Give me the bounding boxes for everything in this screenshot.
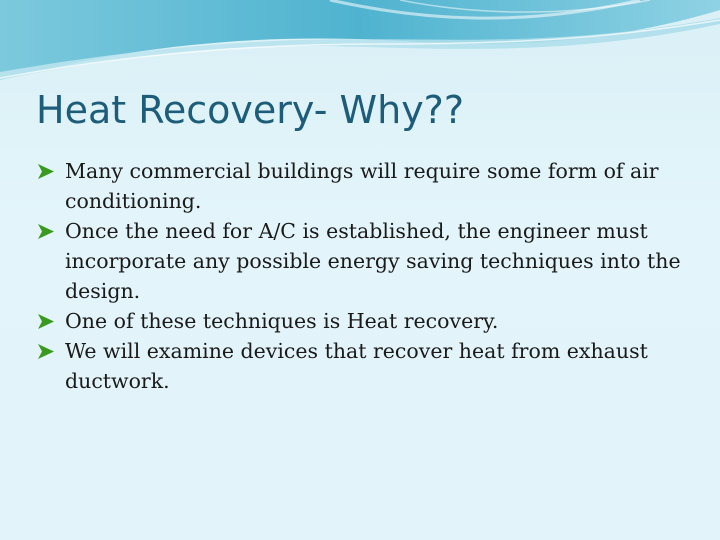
- bullet-item: [36, 336, 686, 396]
- bullet-text: One of these techniques is Heat recovery.: [65, 309, 499, 333]
- arrow-bullet-icon: [36, 163, 56, 180]
- bullet-item: [36, 306, 686, 336]
- arrow-bullet-icon: [36, 343, 56, 360]
- arrow-bullet-icon: [36, 313, 56, 330]
- bullet-item: [36, 216, 686, 306]
- bullet-list: [36, 156, 686, 396]
- header-wave-decoration: [0, 0, 720, 90]
- arrow-bullet-icon: [36, 223, 56, 240]
- slide-title: Heat Recovery- Why??: [36, 88, 465, 132]
- bullet-text: We will examine devices that recover heat from exhaust ductwork.: [65, 339, 648, 393]
- bullet-text: Once the need for A/C is established, the engineer must incorporate any possible energy saving techniques into the design.: [65, 219, 681, 303]
- bullet-text: Many commercial buildings will require some form of air conditioning.: [65, 159, 659, 213]
- bullet-item: [36, 156, 686, 216]
